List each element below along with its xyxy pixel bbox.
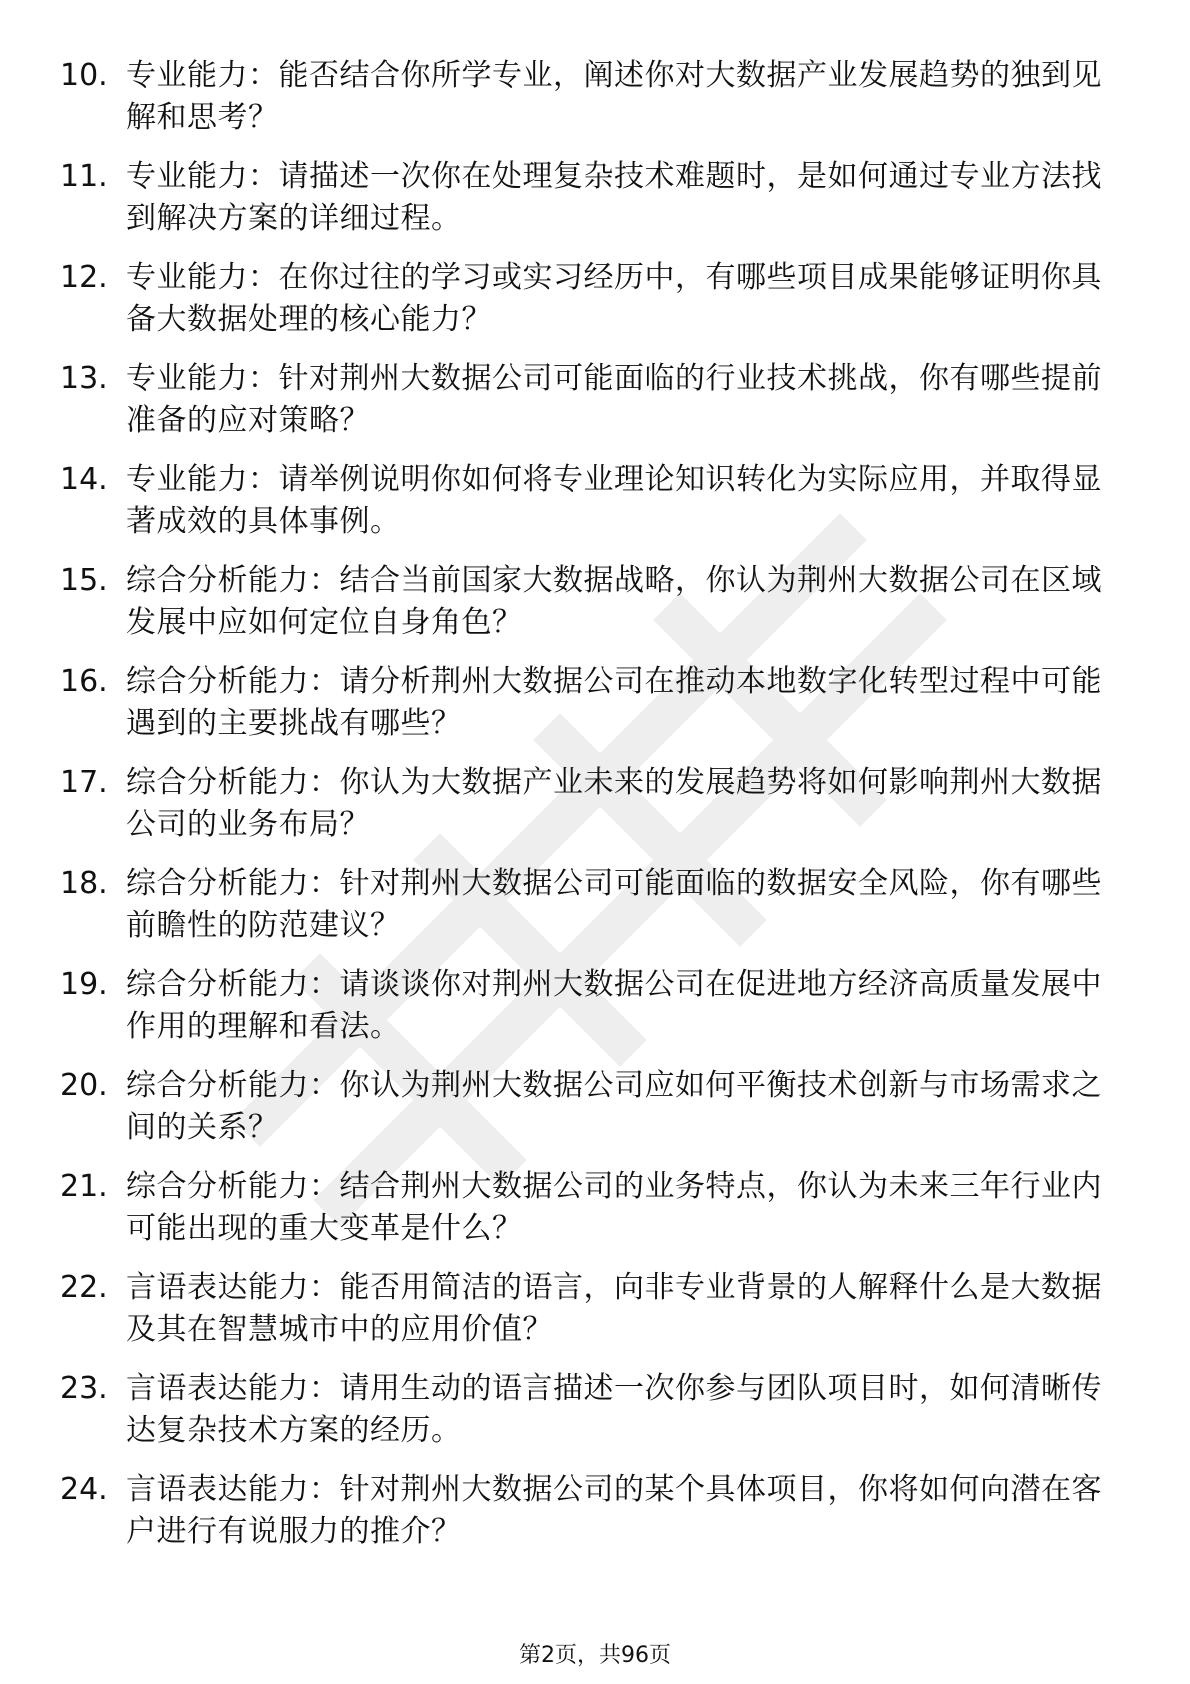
- question-number: 19.: [60, 967, 108, 1002]
- question-text: 专业能力：针对荆州大数据公司可能面临的行业技术挑战，你有哪些提前准备的应对策略？: [126, 361, 1102, 438]
- question-item: [60, 156, 1120, 257]
- question-number: 21.: [60, 1169, 108, 1204]
- question-number: 24.: [60, 1472, 108, 1507]
- question-text: 综合分析能力：针对荆州大数据公司可能面临的数据安全风险，你有哪些前瞻性的防范建议？: [126, 866, 1102, 943]
- question-text: 综合分析能力：结合当前国家大数据战略，你认为荆州大数据公司在区域发展中应如何定位自身角色？: [126, 563, 1102, 640]
- question-text: 专业能力：在你过往的学习或实习经历中，有哪些项目成果能够证明你具备大数据处理的核心能力？: [126, 260, 1102, 337]
- question-item: [60, 459, 1120, 560]
- question-text: 综合分析能力：请谈谈你对荆州大数据公司在促进地方经济高质量发展中作用的理解和看法。: [126, 967, 1102, 1044]
- question-text: 专业能力：请举例说明你如何将专业理论知识转化为实际应用，并取得显著成效的具体事例。: [126, 462, 1102, 539]
- question-number: 12.: [60, 260, 108, 295]
- question-number: 22.: [60, 1270, 108, 1305]
- question-item: [60, 762, 1120, 863]
- question-text: 言语表达能力：针对荆州大数据公司的某个具体项目，你将如何向潜在客户进行有说服力的推介？: [126, 1472, 1102, 1549]
- question-text: 综合分析能力：请分析荆州大数据公司在推动本地数字化转型过程中可能遇到的主要挑战有哪些？: [126, 664, 1102, 741]
- question-number: 23.: [60, 1371, 108, 1406]
- question-item: [60, 964, 1120, 1065]
- question-number: 17.: [60, 765, 108, 800]
- question-item: [60, 1065, 1120, 1166]
- question-number: 15.: [60, 563, 108, 598]
- question-item: [60, 1267, 1120, 1368]
- question-item: [60, 863, 1120, 964]
- page-footer: 第2页，共96页: [519, 1643, 671, 1668]
- question-item: [60, 1166, 1120, 1267]
- question-number: 10.: [60, 58, 108, 93]
- question-item: [60, 257, 1120, 358]
- question-text: 综合分析能力：结合荆州大数据公司的业务特点，你认为未来三年行业内可能出现的重大变革是什么？: [126, 1169, 1102, 1246]
- question-number: 16.: [60, 664, 108, 699]
- question-text: 专业能力：能否结合你所学专业，阐述你对大数据产业发展趋势的独到见解和思考？: [126, 58, 1102, 135]
- question-number: 13.: [60, 361, 108, 396]
- question-number: 18.: [60, 866, 108, 901]
- question-item: [60, 55, 1120, 156]
- question-text: 综合分析能力：你认为荆州大数据公司应如何平衡技术创新与市场需求之间的关系？: [126, 1068, 1102, 1145]
- question-text: 言语表达能力：能否用简洁的语言，向非专业背景的人解释什么是大数据及其在智慧城市中的应用价值？: [126, 1270, 1102, 1347]
- question-text: 专业能力：请描述一次你在处理复杂技术难题时，是如何通过专业方法找到解决方案的详细过程。: [126, 159, 1102, 236]
- question-item: [60, 661, 1120, 762]
- question-text: 言语表达能力：请用生动的语言描述一次你参与团队项目时，如何清晰传达复杂技术方案的经历。: [126, 1371, 1102, 1448]
- question-number: 20.: [60, 1068, 108, 1103]
- question-number: 11.: [60, 159, 108, 194]
- question-item: [60, 560, 1120, 661]
- question-list: [60, 55, 1120, 1570]
- question-number: 14.: [60, 462, 108, 497]
- question-item: [60, 1368, 1120, 1469]
- question-text: 综合分析能力：你认为大数据产业未来的发展趋势将如何影响荆州大数据公司的业务布局？: [126, 765, 1102, 842]
- question-item: [60, 358, 1120, 459]
- question-item: [60, 1469, 1120, 1570]
